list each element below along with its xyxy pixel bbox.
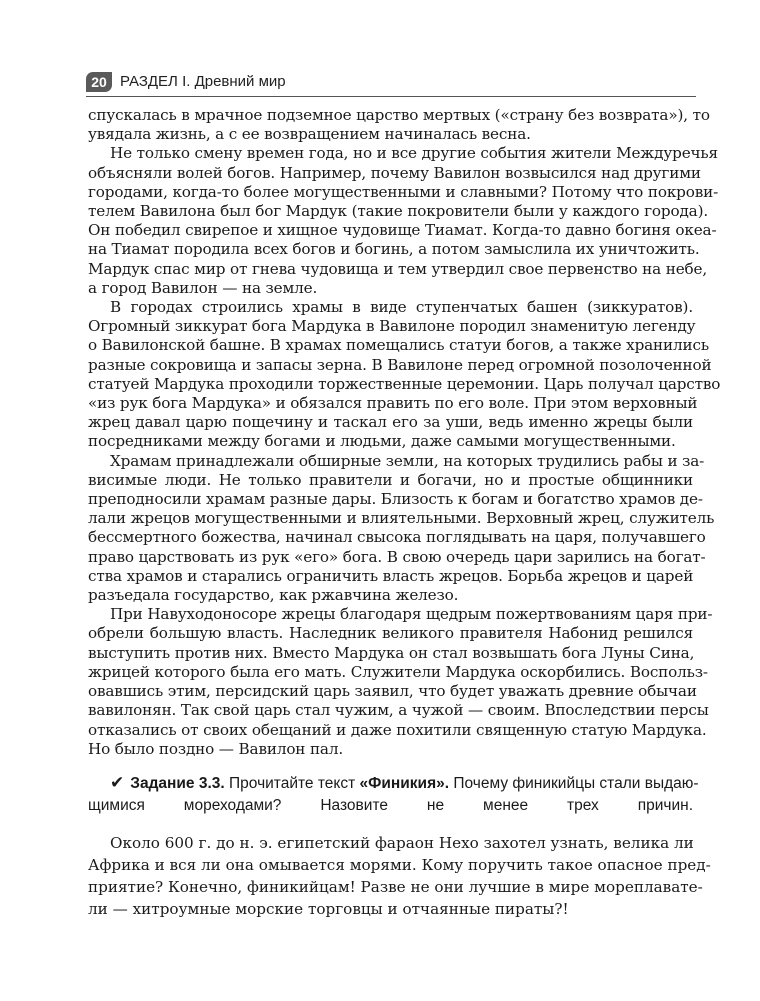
- text-line: отказались от своих обещаний и даже похитили священную статую Мардука.: [88, 720, 707, 739]
- task-line: [88, 772, 699, 795]
- text-line: обрели большую власть. Наследник великого правителя Набонид решился: [88, 624, 693, 643]
- paragraph: [88, 832, 711, 920]
- text-line: на Тиамат породила всех богов и богинь, а потом замыслила их уничтожить.: [88, 240, 700, 259]
- text-line: Он победил свирепое и хищное чудовище Тиамат. Когда-то давно богиня океа-: [88, 221, 717, 240]
- text-line: разъедала государство, как ржавчина железо.: [88, 586, 459, 605]
- text-line: Мардук спас мир от гнева чудовища и тем утвердил свое первенство на небе,: [88, 259, 708, 278]
- task-label: Задание 3.3.: [130, 775, 225, 792]
- text-line: Африка и вся ли она омывается морями. Кому поручить такое опасное пред-: [88, 856, 711, 874]
- page-number: 20: [86, 72, 112, 92]
- main-text: [88, 106, 721, 759]
- text-line: овавшись этим, персидский царь заявил, что будет уважать древние обычаи: [88, 682, 697, 701]
- paragraph: [88, 451, 715, 606]
- text-line: лали жрецов могущественными и влиятельными. Верховный жрец, служитель: [88, 509, 715, 528]
- text-line: объясняли волей богов. Например, почему Вавилон возвысился над другими: [88, 163, 701, 182]
- task-text: Прочитайте текст: [229, 775, 356, 792]
- text-line: посредниками между богами и людьми, даже самыми могущественными.: [88, 432, 676, 451]
- text-line: жрицей которого была его мать. Служители Мардука оскорбились. Воспольз-: [88, 662, 708, 681]
- running-header: [86, 70, 696, 97]
- text-line: преподносили храмам разные дары. Близость к богам и богатство храмов де-: [88, 490, 703, 509]
- text-line: разные сокровища и запасы зерна. В Вавилоне перед огромной позолоченной: [88, 355, 712, 374]
- checkmark-icon: ✔: [110, 773, 125, 792]
- paragraph: [88, 605, 713, 759]
- paragraph: [88, 144, 719, 298]
- text-line: право царствовать из рук «его» бога. В свою очередь цари зарились на богат-: [88, 547, 706, 566]
- text-line: городами, когда-то более могущественными и славными? Потому что покрови-: [88, 182, 719, 201]
- text-line: увядала жизнь, а с ее возвращением начиналась весна.: [88, 125, 531, 144]
- text-line: бессмертного божества, начинал свысока поглядывать на царя, получавшего: [88, 528, 706, 547]
- text-line: При Навуходоносоре жрецы благодаря щедрым пожертвованиям царя при-: [110, 605, 713, 624]
- task-block: [88, 772, 699, 817]
- paragraph: [88, 298, 721, 452]
- section-title: РАЗДЕЛ I. Древний мир: [120, 73, 286, 90]
- text-line: выступить против них. Вместо Мардука он стал возвышать бога Луны Сина,: [88, 643, 695, 662]
- text-line: телем Вавилона был бог Мардук (такие покровители были у каждого города).: [88, 202, 709, 221]
- task-line: щимися мореходами? Назовите не менее трех причин.: [88, 797, 693, 814]
- text-line: Но было поздно — Вавилон пал.: [88, 739, 344, 758]
- text-line: В городах строились храмы в виде ступенчатых башен (зиккуратов).: [110, 298, 693, 317]
- text-line: а город Вавилон — на земле.: [88, 278, 318, 297]
- task-text: Почему финикийцы стали выдаю-: [453, 775, 699, 792]
- text-line: «из рук бога Мардука» и обязался править по его воле. При этом верховный: [88, 394, 698, 413]
- text-line: спускалась в мрачное подземное царство мертвых («страну без возврата»), то: [88, 106, 710, 124]
- text-line: Огромный зиккурат бога Мардука в Вавилоне породил знаменитую легенду: [88, 317, 696, 336]
- text-line: Храмам принадлежали обширные земли, на которых трудились рабы и за-: [110, 451, 705, 470]
- text-line: ли — хитроумные морские торговцы и отчаянные пираты?!: [88, 900, 569, 918]
- text-line: Около 600 г. до н. э. египетский фараон Нехо захотел узнать, велика ли: [110, 834, 694, 852]
- task-title: «Финикия».: [359, 775, 450, 792]
- text-line: о Вавилонской башне. В храмах помещались статуи богов, а также хранились: [88, 336, 709, 355]
- text-line: ства храмов и старались ограничить власть жрецов. Борьба жрецов и царей: [88, 566, 694, 585]
- text-line: вавилонян. Так свой царь стал чужим, а чужой — своим. Впоследствии персы: [88, 701, 709, 720]
- text-line: висимые люди. Не только правители и богачи, но и простые общинники: [88, 470, 693, 489]
- text-line: жрец давал царю пощечину и таскал его за уши, ведь именно жрецы были: [88, 413, 693, 432]
- paragraph: [88, 106, 710, 144]
- text-line: приятие? Конечно, финикийцам! Разве не они лучшие в мире мореплавате-: [88, 878, 703, 896]
- final-paragraph: [88, 832, 711, 920]
- text-line: статуей Мардука проходили торжественные церемонии. Царь получал царство: [88, 374, 721, 393]
- text-line: Не только смену времен года, но и все другие события жители Междуречья: [110, 144, 718, 163]
